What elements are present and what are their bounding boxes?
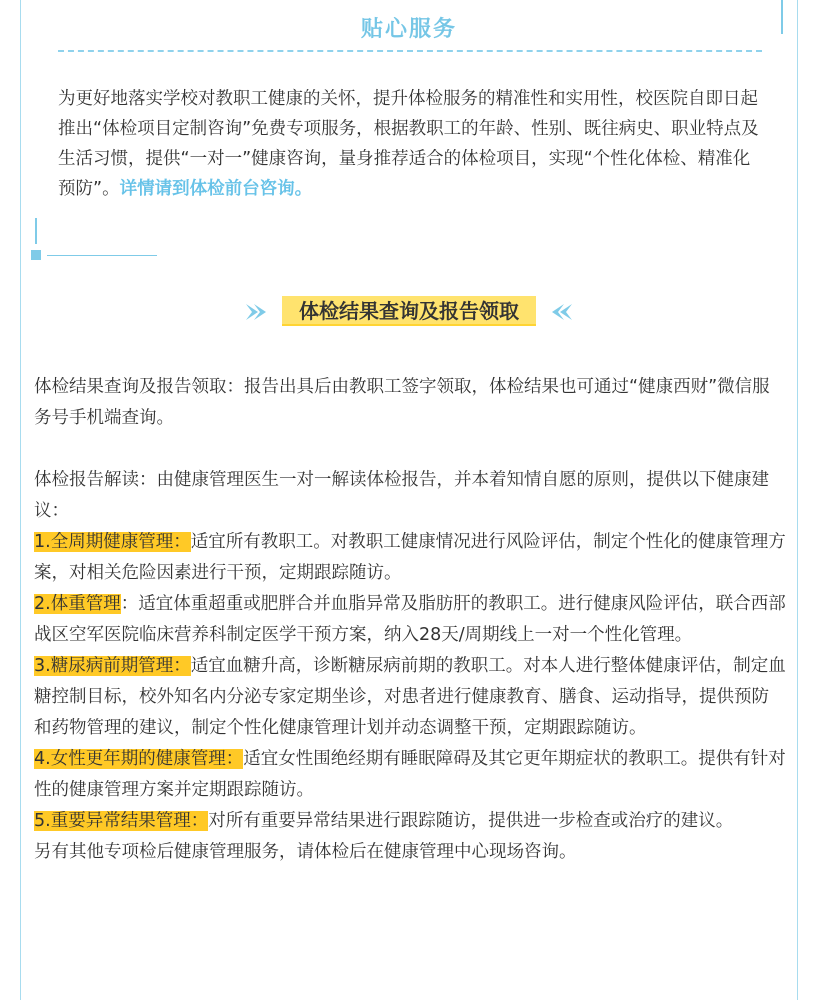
results-section-banner xyxy=(240,296,578,332)
corner-horizontal-decoration xyxy=(47,255,157,256)
item-label-highlight: 5.重要异常结果管理： xyxy=(34,811,209,831)
item-text: 适宜血糖升高，诊断糖尿病前期的教职工。对本人进行整体健康评估，制定血糖控制目标，校外知名内分泌专家定期坐诊，对患者进行健康教育、膳食、运动指导，提供预防和药物管理的建议，制定个性化健康管理计划并动态调整干预，定期跟踪随访。 xyxy=(34,656,786,738)
chevron-left-icon xyxy=(550,302,574,322)
chevron-right-icon xyxy=(244,302,268,322)
results-section-title: 体检结果查询及报告领取 xyxy=(282,296,536,326)
dashed-divider xyxy=(58,50,762,52)
item-label-highlight: 2.体重管理 xyxy=(34,594,121,614)
corner-vertical-decoration xyxy=(35,218,37,244)
list-item xyxy=(34,527,786,589)
list-item xyxy=(34,589,786,651)
closing-paragraph: 另有其他专项检后健康管理服务，请体检后在健康管理中心现场咨询。 xyxy=(34,842,577,862)
intro-paragraph xyxy=(58,84,762,204)
item-label-highlight: 4.女性更年期的健康管理： xyxy=(34,749,244,769)
section-title-care-service: 贴心服务 xyxy=(360,17,457,42)
intro-details-link[interactable]: 详情请到体检前台咨询。 xyxy=(119,179,313,199)
item-text: 适宜所有教职工。对教职工健康情况进行风险评估，制定个性化的健康管理方案，对相关危险因素进行干预，定期跟踪随访。 xyxy=(34,532,786,583)
paragraph-gap xyxy=(34,434,786,465)
list-item xyxy=(34,744,786,806)
left-frame-border xyxy=(20,0,21,1000)
item-text: 对所有重要异常结果进行跟踪随访，提供进一步检查或治疗的建议。 xyxy=(208,811,734,831)
report-interpretation-paragraph: 体检报告解读：由健康管理医生一对一解读体检报告，并本着知情自愿的原则，提供以下健康建议： xyxy=(34,470,769,521)
item-label-highlight: 3.糖尿病前期管理： xyxy=(34,656,191,676)
intro-text: 为更好地落实学校对教职工健康的关怀，提升体检服务的精准性和实用性，校医院自即日起推出“体检项目定制咨询”免费专项服务，根据教职工的年龄、性别、既往病史、职业特点及生活习惯，提供“一对一”健康咨询，量身推荐适合的体检项目，实现“个性化体检、精准化预防”。 xyxy=(58,89,759,199)
list-item xyxy=(34,651,786,744)
report-collection-paragraph: 体检结果查询及报告领取：报告出具后由教职工签字领取，体检结果也可通过“健康西财”微信服务号手机端查询。 xyxy=(34,377,770,428)
item-text: ：适宜体重超重或肥胖合并血脂异常及脂肪肝的教职工。进行健康风险评估，联合西部战区空军医院临床营养科制定医学干预方案，纳入28天/周期线上一对一个性化管理。 xyxy=(34,594,786,645)
results-body xyxy=(34,372,786,868)
item-text: 适宜女性围绝经期有睡眠障碍及其它更年期症状的教职工。提供有针对性的健康管理方案并定期跟踪随访。 xyxy=(34,749,786,800)
item-label-highlight: 1.全周期健康管理： xyxy=(34,532,191,552)
right-frame-border xyxy=(797,0,798,1000)
corner-square-decoration xyxy=(31,250,41,260)
list-item xyxy=(34,806,786,837)
